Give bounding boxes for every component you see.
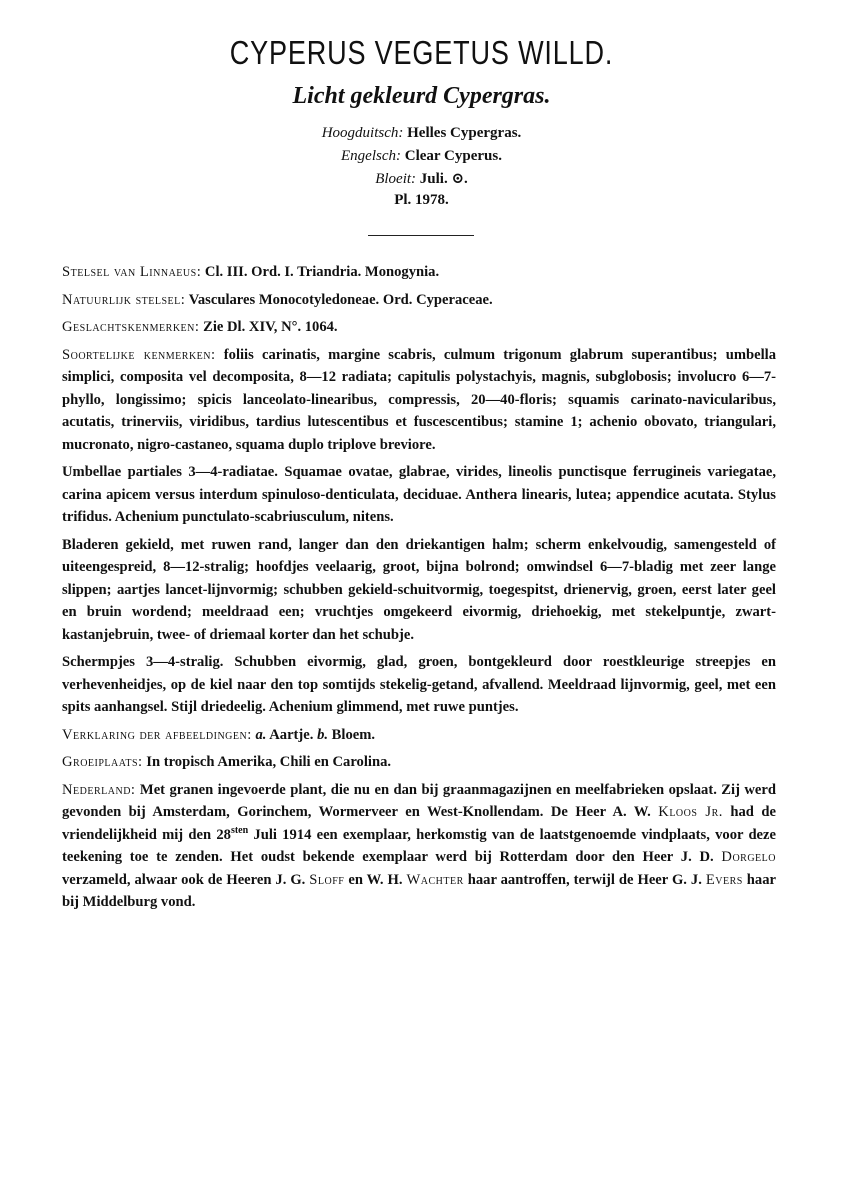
- latin-paragraph: Umbellae partiales 3—4-radiatae. Squamae ovatae, glabrae, virides, lineolis punctisque ferrugineis variegatae, carina apicem versus interdum spinuloso-denticulata, deciduae. Anthera linearis, lutea; appendice acutata. Stylus trifidus. Achenium punctulato-scabriusculum, nitens.: [62, 464, 776, 525]
- name-bloom: [0, 168, 843, 191]
- nl-text: verzameld, alwaar ook de Heeren J. G.: [62, 871, 306, 888]
- nl-text: haar aantroffen, terwijl de Heer G. J.: [467, 871, 702, 888]
- figure-a-text: Aartje.: [269, 726, 314, 743]
- name-german: [0, 122, 843, 145]
- page-subtitle: Licht gekleurd Cypergras.: [292, 83, 551, 109]
- section-text: Vasculares Monocotyledoneae. Ord. Cyperaceae.: [188, 291, 493, 308]
- plate-number: Pl. 1978.: [394, 192, 449, 208]
- person-name: Evers: [705, 871, 743, 888]
- name-value: Helles Cypergras.: [407, 125, 522, 141]
- figure-b-text: Bloem.: [331, 726, 376, 743]
- section-text: In tropisch Amerika, Chili en Carolina.: [146, 754, 392, 770]
- section-label: Verklaring der afbeeldingen:: [62, 726, 252, 743]
- name-label: Bloeit:: [375, 171, 417, 187]
- section-text: Zie Dl. XIV, N°. 1064.: [203, 319, 338, 335]
- section-label: Natuurlijk stelsel:: [62, 291, 186, 308]
- section-text: foliis carinatis, margine scabris, culmum trigonum glabrum superantibus; umbella simplici, composita vel decomposita, 8—12 radiata; capitulis polystachyis, magnis, subglobosis; involucro 6—7-phyllo, longissimo; spicis lanceolato-linearibus, compressis, 20—40-floris; squamis carinato-navicularibus, acutatis, trinerviis, viridibus, tardius lutescentibus et fuscescentibus; stamine 1; achenio obovato, triangulari, mucronato, nigro-castaneo, squama duplo triplove breviore.: [62, 346, 776, 453]
- nl-text: en W. H.: [348, 871, 403, 888]
- nl-text: Juli 1914 een exemplaar, herkomstig van de laatstgenoemde vindplaats, voor deze teekening toe te zenden. Het oudst bekende exemplaar werd bij Rotterdam door den Heer J. D.: [62, 826, 776, 865]
- section-label: Soortelijke kenmerken:: [62, 346, 216, 363]
- section-label: Nederland:: [62, 781, 136, 798]
- nl-text: had de vriendelijkheid mij den 28: [62, 804, 776, 843]
- section-habitat: [62, 751, 776, 774]
- person-name: Dorgelo: [721, 849, 776, 865]
- document-body: [62, 261, 776, 914]
- name-value: Clear Cyperus.: [404, 148, 502, 164]
- section-label: Geslachtskenmerken:: [62, 319, 200, 335]
- dutch-paragraph-1: Bladeren gekield, met ruwen rand, langer dan den driekantigen halm; scherm enkelvoudig, samengesteld of uiteengespreid, 8—12-stralig; hoofdjes veelaarig, groot, bijna bolrond; omwindsel 6—7-bladig met zeer lange slippen; aartjes lancet-lijnvormig; schubben gekield-schuitvormig, toegespitst, drienervig, groen, eerst later geel en bruin wordend; meeldraad een; vruchtjes omgekeerd eivormig, driehoekig, met stekelpuntje, zwart-kastanjebruin, twee- of driemaal korter dan het schubje.: [62, 536, 776, 643]
- section-label: Stelsel van Linnaeus:: [62, 264, 202, 280]
- person-name: Wachter: [406, 871, 464, 888]
- nl-text: haar bij Middelburg vond.: [62, 871, 776, 910]
- person-name: Sloff: [309, 871, 345, 888]
- section-text: Cl. III. Ord. I. Triandria. Monogynia.: [204, 264, 440, 280]
- dutch-paragraph-2: Schermpjes 3—4-stralig. Schubben eivormig, glad, groen, bontgekleurd door roestkleurige streepjes en verhevenheidjes, op de kiel naar den top somtijds stekelig-getand, afvallend. Meeldraad lijnvormig, geel, met een spits aanhangsel. Stijl driedeelig. Achenium glimmend, met ruwe puntjes.: [62, 654, 776, 715]
- name-value: Juli. ⊙.: [419, 171, 468, 187]
- name-label: Engelsch:: [341, 148, 401, 164]
- page-title: CYPERUS VEGETUS WILLD.: [229, 34, 614, 71]
- nl-text: Met granen ingevoerde plant, die nu en dan bij graanmagazijnen en meelfabrieken opslaat. Zij werd gevonden bij Amsterdam, Gorinchem, Wormerveer en West-Knollendam. De Heer A. W.: [62, 781, 776, 820]
- section-label: Groeiplaats:: [62, 754, 143, 770]
- section-figures: [62, 724, 776, 747]
- superscript: sten: [230, 824, 249, 836]
- section-genus: [62, 316, 776, 339]
- section-linnaeus: [62, 261, 776, 284]
- figure-a-key: a.: [255, 726, 267, 743]
- figure-b-key: b.: [317, 726, 329, 743]
- section-natural: [62, 289, 776, 312]
- person-name: Kloos Jr.: [658, 804, 723, 820]
- section-species: [62, 344, 776, 457]
- common-names: [0, 122, 843, 191]
- name-label: Hoogduitsch:: [321, 125, 404, 141]
- divider: [368, 235, 474, 236]
- section-netherlands: [62, 779, 776, 914]
- name-english: [0, 145, 843, 168]
